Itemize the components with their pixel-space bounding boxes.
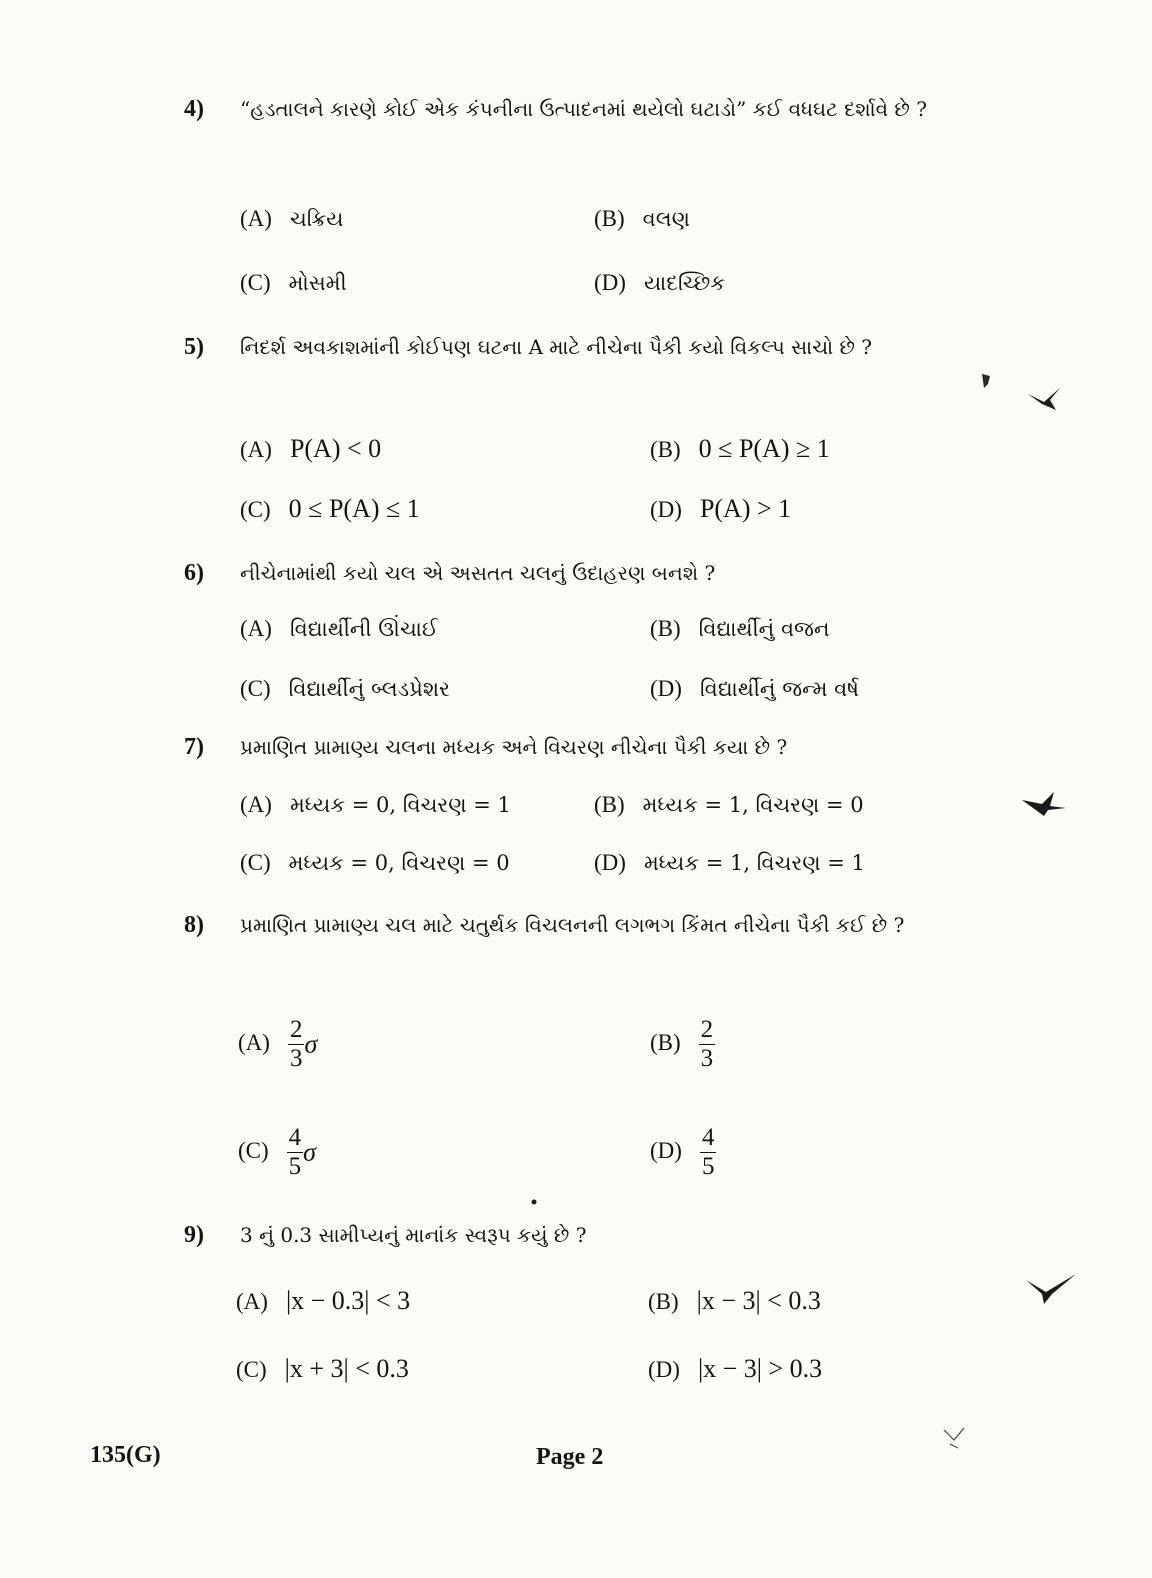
option-label: (D)	[650, 676, 682, 701]
option-label: (D)	[594, 850, 626, 875]
option-text: વિદ્યાર્થીનું વજન	[698, 617, 830, 641]
option-a	[240, 434, 381, 464]
question-text: પ્રમાણિત પ્રામાણ્ય ચલના મધ્યક અને વિચરણ નીચેના પૈકી કયા છે ?	[240, 735, 788, 759]
numerator: 4	[701, 1124, 715, 1151]
scan-mark	[980, 372, 994, 390]
option-a	[236, 1286, 410, 1316]
question-number: 9)	[184, 1222, 204, 1248]
option-c	[236, 1354, 409, 1384]
option-text: વિદ્યાર્થીની ઊંચાઈ	[289, 617, 439, 641]
option-d	[594, 850, 865, 876]
option-label: (C)	[236, 1357, 267, 1382]
scan-mark	[1022, 1270, 1082, 1306]
question-number: 8)	[184, 912, 204, 938]
question-number: 6)	[184, 560, 204, 586]
option-c	[240, 494, 420, 524]
option-label: (B)	[648, 1289, 679, 1314]
option-label: (D)	[650, 1138, 682, 1163]
option-text: વિદ્યાર્થીનું જન્મ વર્ષ	[699, 677, 859, 701]
option-label: (A)	[240, 616, 272, 641]
option-b	[648, 1286, 821, 1316]
question-number: 7)	[184, 734, 204, 760]
option-text: ચક્રિય	[289, 207, 344, 231]
option-label: (C)	[240, 850, 271, 875]
option-text: વલણ	[642, 207, 690, 231]
question-text: “હડતાલને કારણે કોઈ એક કંપનીના ઉત્પાદનમાં થયેલો ઘટાડો” કઈ વધઘટ દર્શાવે છે ?	[240, 97, 927, 121]
denominator: 3	[289, 1045, 303, 1072]
option-text: P(A) < 0	[289, 434, 382, 463]
option-label: (C)	[240, 270, 271, 295]
fraction	[288, 1016, 305, 1073]
option-label: (B)	[594, 206, 625, 231]
question-text: પ્રમાણિત પ્રામાણ્ય ચલ માટે ચતુર્થક વિચલનની લગભગ કિંમત નીચેના પૈકી કઈ છે ?	[240, 913, 905, 937]
option-b	[594, 792, 864, 818]
option-d	[650, 494, 791, 524]
scan-mark	[1018, 788, 1072, 818]
option-text: |x − 0.3| < 3	[285, 1286, 411, 1315]
option-label: (C)	[238, 1138, 269, 1163]
option-b	[650, 1016, 715, 1073]
option-text: P(A) > 1	[699, 494, 792, 523]
option-text: |x − 3| < 0.3	[696, 1286, 821, 1315]
option-c	[238, 1124, 316, 1181]
option-d	[648, 1354, 822, 1384]
option-label: (C)	[240, 676, 271, 701]
option-d	[650, 1124, 716, 1181]
option-text: મોસમી	[288, 271, 347, 295]
option-d	[594, 270, 725, 296]
option-text: 0 ≤ P(A) ≥ 1	[698, 434, 830, 463]
fraction	[699, 1016, 716, 1073]
option-c	[240, 850, 510, 876]
option-a	[238, 1016, 317, 1073]
numerator: 2	[700, 1016, 714, 1043]
option-b	[650, 616, 830, 642]
denominator: 3	[700, 1045, 714, 1072]
option-label: (B)	[650, 1030, 681, 1055]
option-text: |x − 3| > 0.3	[697, 1354, 823, 1383]
option-a	[240, 206, 344, 232]
option-text: મધ્યક = 1, વિચરણ = 1	[643, 851, 865, 875]
question-text: નીચેનામાંથી કયો ચલ એ અસતત ચલનું ઉદાહરણ બનશે ?	[240, 561, 716, 585]
numerator: 4	[288, 1124, 302, 1151]
option-label: (D)	[648, 1357, 680, 1382]
option-label: (C)	[240, 497, 271, 522]
option-text: યાદચ્છિક	[643, 271, 726, 295]
question-text: 3 નું 0.3 સામીપ્યનું માનાંક સ્વરૂપ કયું છે ?	[240, 1223, 587, 1247]
option-text: મધ્યક = 1, વિચરણ = 0	[642, 793, 864, 817]
question-text: નિદર્શ અવકાશમાંની કોઈપણ ઘટના A માટે નીચેના પૈકી કયો વિકલ્પ સાચો છે ?	[240, 335, 873, 359]
question-number: 5)	[184, 334, 204, 360]
option-text: |x + 3| < 0.3	[284, 1354, 409, 1383]
scan-mark	[940, 1426, 970, 1452]
option-d	[650, 676, 859, 702]
option-a	[240, 616, 438, 642]
option-label: (D)	[650, 497, 682, 522]
option-label: (A)	[238, 1030, 270, 1055]
option-label: (B)	[650, 616, 681, 641]
option-label: (B)	[650, 437, 681, 462]
fraction	[287, 1124, 304, 1181]
fraction	[700, 1124, 717, 1181]
denominator: 5	[288, 1153, 302, 1180]
option-a	[240, 792, 511, 818]
option-label: (A)	[236, 1289, 268, 1314]
option-b	[594, 206, 690, 232]
option-label: (D)	[594, 270, 626, 295]
scan-mark	[530, 1198, 538, 1206]
option-label: (B)	[594, 792, 625, 817]
option-text: મધ્યક = 0, વિચરણ = 1	[289, 793, 511, 817]
option-label: (A)	[240, 792, 272, 817]
option-text: 0 ≤ P(A) ≤ 1	[288, 494, 420, 523]
option-c	[240, 676, 450, 702]
paper-code: 135(G)	[90, 1442, 161, 1468]
question-number: 4)	[184, 96, 204, 122]
option-text: વિદ્યાર્થીનું બ્લડપ્રેશર	[288, 677, 450, 701]
sigma-symbol: σ	[304, 1029, 318, 1059]
scan-mark	[1020, 380, 1070, 414]
option-c	[240, 270, 347, 296]
option-b	[650, 434, 830, 464]
option-label: (A)	[240, 206, 272, 231]
page-number: Page 2	[536, 1444, 604, 1470]
sigma-symbol: σ	[303, 1137, 316, 1167]
numerator: 2	[289, 1016, 303, 1043]
denominator: 5	[701, 1153, 715, 1180]
option-label: (A)	[240, 437, 272, 462]
option-text: મધ્યક = 0, વિચરણ = 0	[288, 851, 510, 875]
